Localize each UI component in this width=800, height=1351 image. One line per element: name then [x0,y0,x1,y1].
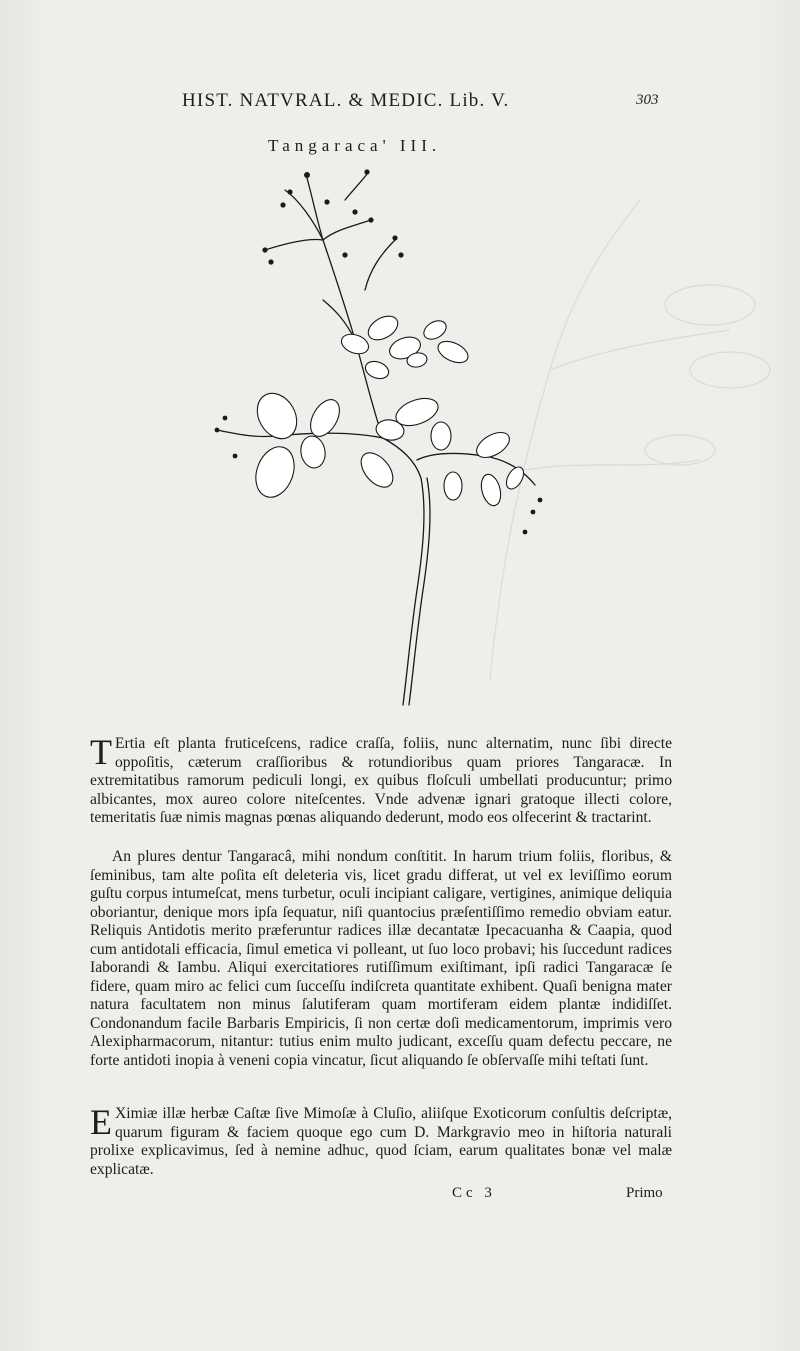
signature-mark: Cc 3 [452,1185,496,1201]
paragraph-text: Ertia eſt planta fruticeſcens, radice craſſa, foliis, nunc alternatim, nunc ſibi directe oppoſitis, cæterum craſſioribus & rotundioribus quam priores Tangaracæ. In extremitatibus ramorum pediculi longi, ex quibus floſculi umbellati producuntur; primo albicantes, mox aureo colore niteſcentes. Vnde advenæ ignari gratoque illecti colore, temeritatis ſuæ nimis magnas pœnas aliquando dederunt, modo eos olfecerint & tractarint. [90,735,672,826]
paragraph-text: Ximiæ illæ herbæ Caſtæ ſive Mimoſæ à Cluſio, aliiſque Exoticorum conſultis deſcriptæ, quarum figuram & faciem quoque ego cum D. Markgravio meo in hiſtoria naturali prolixe explicavimus, ſed à nemine adhuc, quod ſciam, earum qualitates bonæ vel malæ explicatæ. [90,1105,672,1178]
running-head [0,88,800,118]
initial-letter: T [90,732,112,772]
paragraph-text: An plures dentur Tangaracâ, mihi nondum conſtitit. In harum trium foliis, floribus, & ſeminibus, tam alte poſita eſt deleteria vis, licet gradu differat, ut vel ex leviſſimo eorum guſtu corpus intumeſcat, mens turbetur, oculi incipiant caligare, vertigines, animique deliquia oboriantur, denique mors ipſa ſequatur, niſi quantocius præſentiſſimo remedio obviam eatur. Reliquis Antidotis merito præferuntur radices illæ decantatæ Ipecacuanha & Caapia, quod cum antidotali efficacia, ſimul emetica vi polleant, ut ſuo loco probavi; his ſuccedunt radices Iaborandi & Iambu. Aliqui exercitatiores rutiſſimum exiſtimant, ipſi radici Tangaracæ ſe fidere, quam miro ac felici cum ſucceſſu indiſcreta quantitate exhibent. Quaſi benigna mater natura facultatem non minus ſalutiferam quam mortiferam eidem plantæ indidiſſet. Condonandum facile Barbaris Empiricis, ſi non certæ doſi medicamentorum, imprimis vero Alexipharmacorum, nitantur: tutius enim multo judicant, exceſſu quam defectu peccare, ne forte antidoti inopia à veneni copia vincatur, ſicut aliquando ſe obſervaſſe mihi teſtati ſunt. [90,848,672,1069]
paragraph-tangaraca-description [90,732,672,828]
plate-title: Tangaraca' III. [268,136,442,155]
initial-letter: E [90,1102,112,1142]
page-footer [0,1185,800,1209]
page-number: 303 [636,92,659,108]
catchword: Primo [626,1185,663,1201]
paragraph-antidotes [90,848,672,1070]
paragraph-mimosa [90,1102,672,1179]
running-head-title: HIST. NATVRAL. & MEDIC. Lib. V. [182,90,510,111]
plant-woodcut [195,160,555,720]
